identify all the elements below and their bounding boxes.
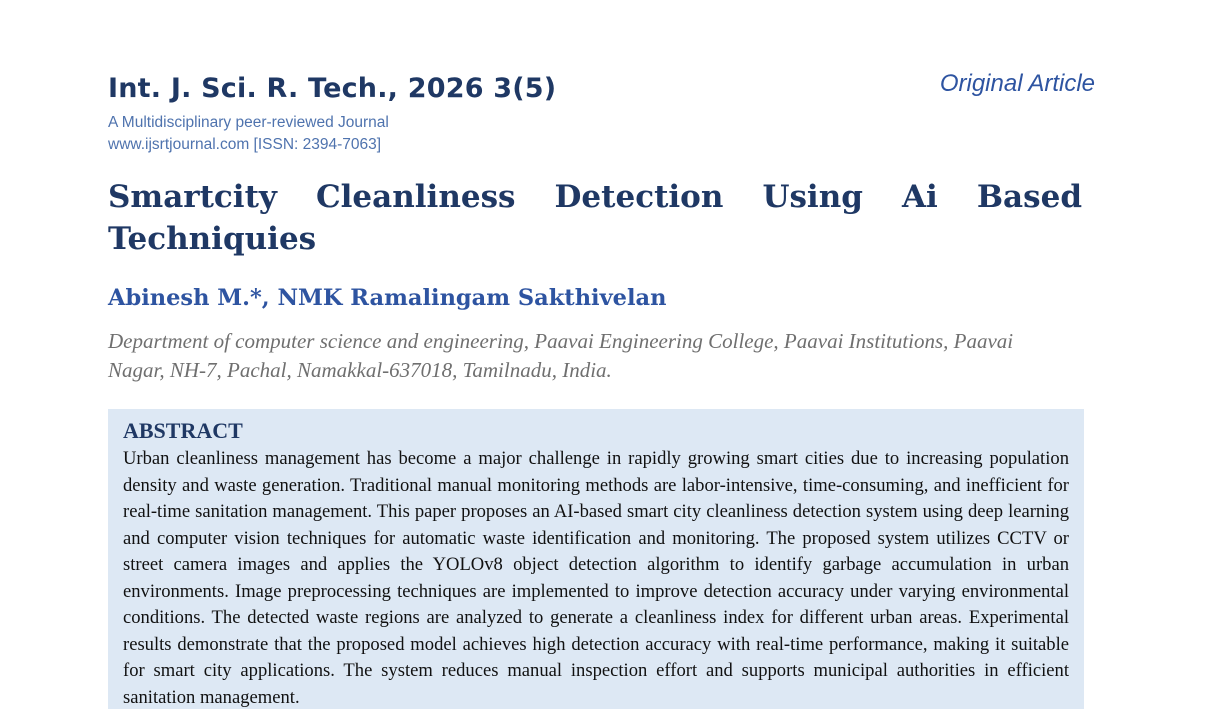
paper-title xyxy=(108,176,1082,260)
abstract-heading: ABSTRACT xyxy=(123,418,243,443)
abstract-text: Urban cleanliness management has become a major challenge in rapidly growing smart cities due to increasing population density and waste generation. Traditional manual monitoring methods are labor-intensive, time-consuming, and inefficient for real-time sanitation management. This paper proposes an AI-based smart city cleanliness detection system using deep learning and computer vision techniques for automatic waste identification and monitoring. The proposed system utilizes CCTV or street camera images and applies the YOLOv8 object detection algorithm to identify garbage accumulation in urban environments. Image preprocessing techniques are implemented to improve detection accuracy under varying environmental conditions. The detected waste regions are analyzed to generate a cleanliness index for different urban areas. Experimental results demonstrate that the proposed model achieves high detection accuracy with real-time performance, making it suitable for smart city applications. The system reduces manual inspection effort and supports municipal authorities in efficient sanitation management. xyxy=(123,448,1069,708)
journal-title: Int. J. Sci. R. Tech., 2026 3(5) xyxy=(108,73,557,104)
journal-url[interactable]: www.ijsrtjournal.com [ISSN: 2394-7063] xyxy=(108,136,382,153)
affiliation: Department of computer science and engineering, Paavai Engineering College, Paavai Institutions, Paavai Nagar, NH-7, Pachal, Namakkal-637018, Tamilnadu, India. xyxy=(108,329,1014,382)
abstract-box xyxy=(108,409,1084,709)
paper-title-line1 xyxy=(108,176,1082,218)
title-word: Using xyxy=(762,179,863,215)
article-type: Original Article xyxy=(939,70,1095,97)
title-word: Cleanliness xyxy=(315,179,516,215)
title-word: Smartcity xyxy=(108,179,277,215)
paper-title-line2: Techniquies xyxy=(108,221,317,257)
title-word: Based xyxy=(976,179,1082,215)
title-word: Ai xyxy=(901,179,938,215)
journal-description: A Multidisciplinary peer-reviewed Journal xyxy=(108,114,389,131)
authors: Abinesh M.*, NMK Ramalingam Sakthivelan xyxy=(108,285,667,311)
title-word: Detection xyxy=(554,179,724,215)
